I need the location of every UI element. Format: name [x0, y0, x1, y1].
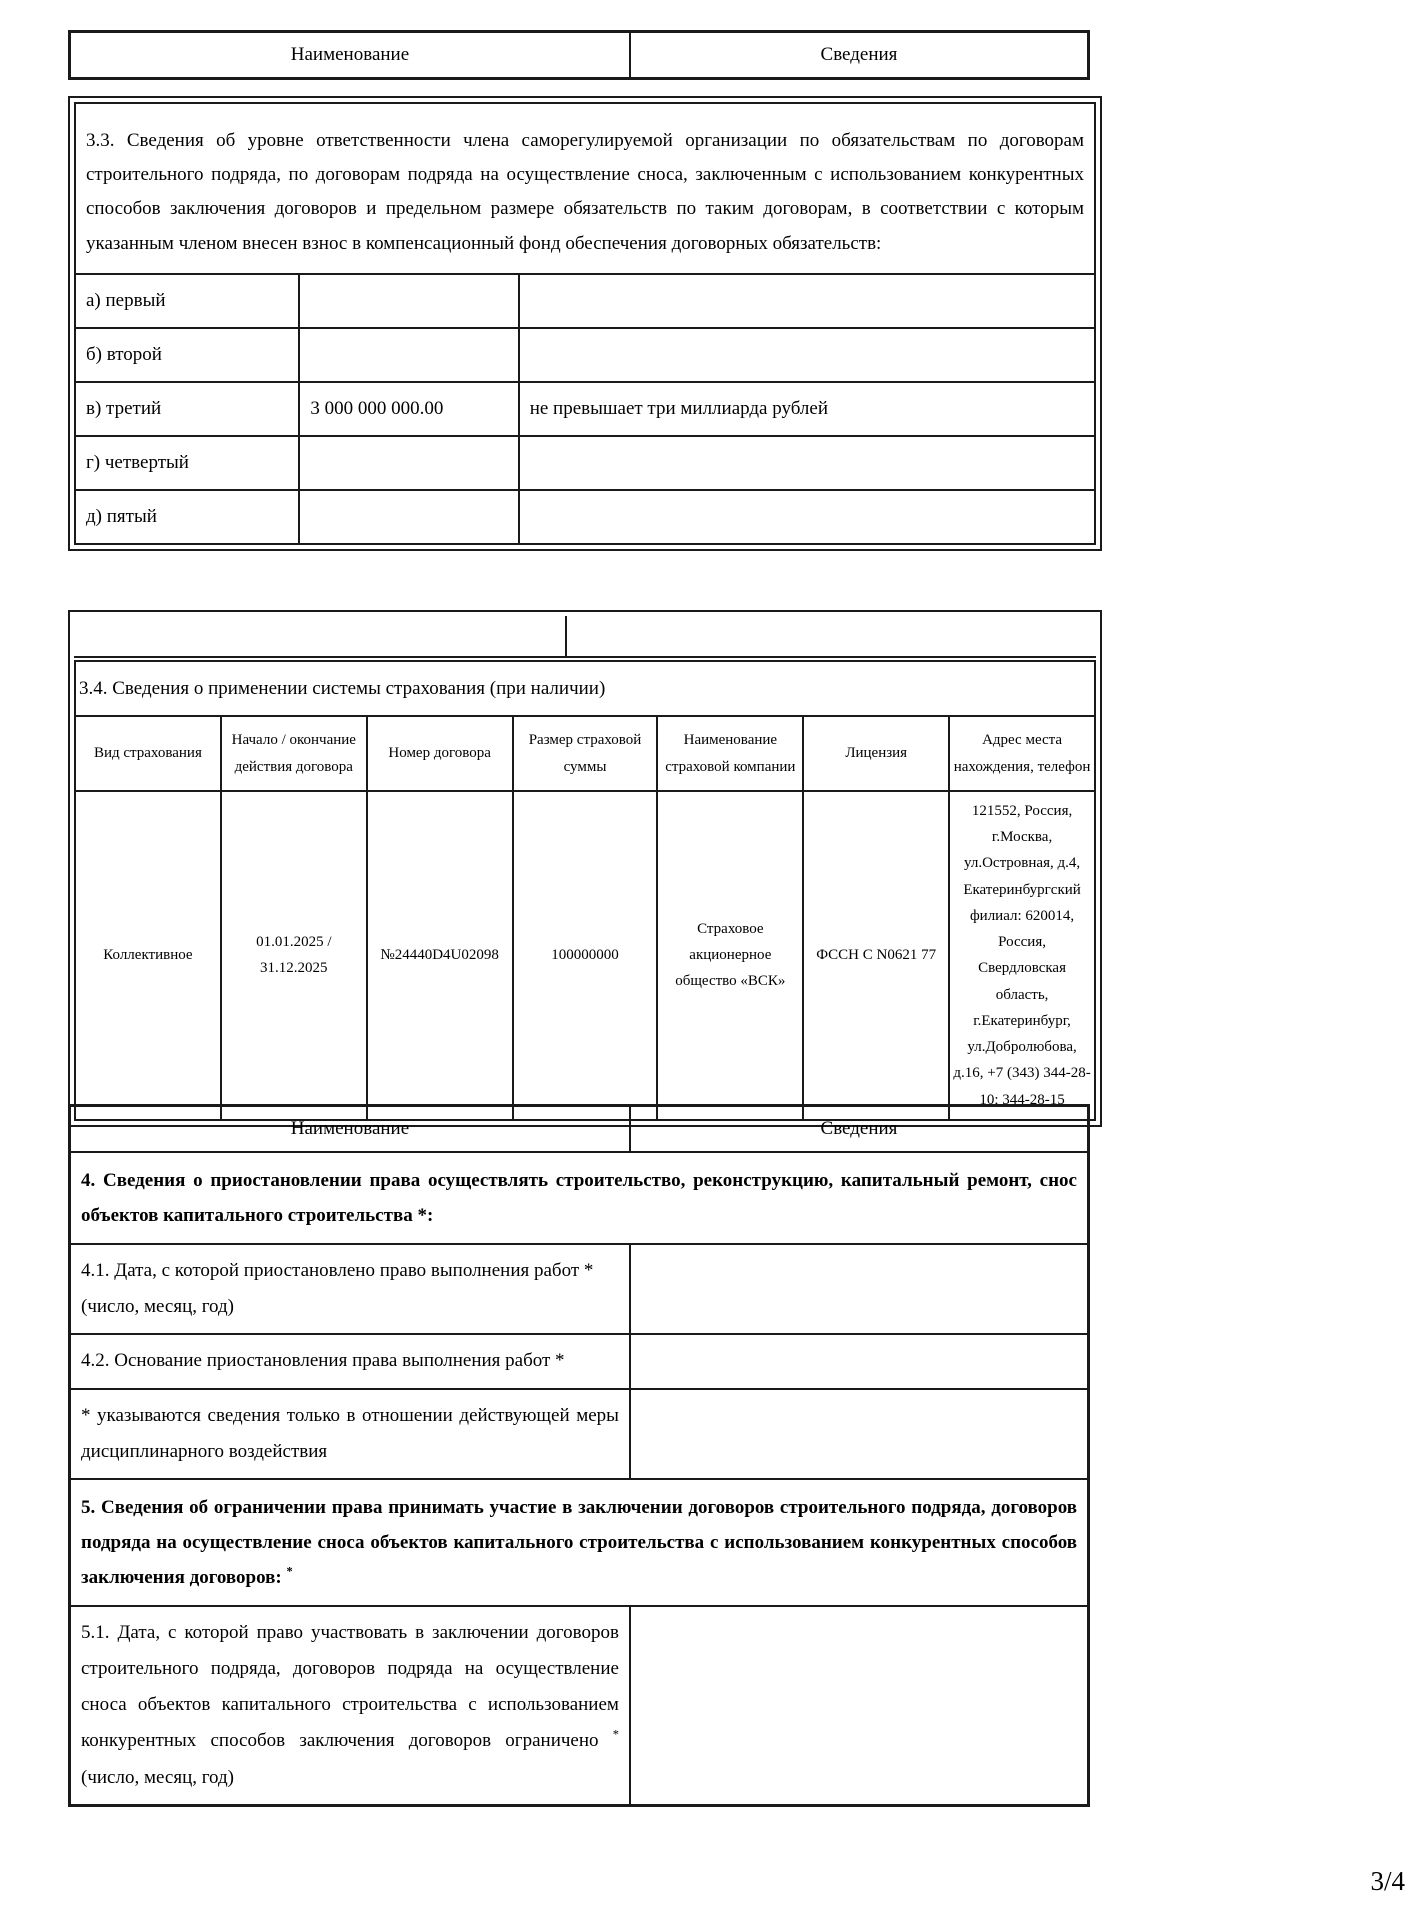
level-value: [299, 274, 518, 328]
header-name-column: Наименование: [70, 1106, 630, 1153]
empty-top-strip: [74, 616, 1096, 658]
level-label: г) четвертый: [75, 436, 299, 490]
section-4-5-table: [68, 1104, 1090, 1807]
col-contract-period: Начало / окончание действия договора: [221, 716, 367, 791]
section-5-title-row: [70, 1479, 1089, 1606]
table-row: [75, 490, 1095, 544]
level-note: не превышает три миллиарда рублей: [519, 382, 1095, 436]
asterisk-superscript: *: [286, 1564, 293, 1579]
header-info-column: Сведения: [630, 32, 1089, 79]
col-license: Лицензия: [803, 716, 949, 791]
section-3-4-title-row: [75, 661, 1095, 716]
table-row: [70, 1389, 1089, 1479]
row-4-1-text: [70, 1244, 630, 1334]
level-label: а) первый: [75, 274, 299, 328]
table-row: [75, 274, 1095, 328]
row-5-1-text: [70, 1606, 630, 1805]
col-contract-number: Номер договора: [367, 716, 513, 791]
table-header-row: [70, 1106, 1089, 1153]
col-insurance-type: Вид страхования: [75, 716, 221, 791]
contract-period-value: 01.01.2025 / 31.12.2025: [221, 791, 367, 1120]
level-label: в) третий: [75, 382, 299, 436]
section-5-title: [70, 1479, 1089, 1606]
level-label: б) второй: [75, 328, 299, 382]
table-row: [75, 328, 1095, 382]
header-info-column: Сведения: [630, 1106, 1089, 1153]
row-4-1-line2: (число, месяц, год): [81, 1296, 235, 1318]
level-note: [519, 490, 1095, 544]
row-5-1-main: 5.1. Дата, с которой право участвовать в заключении договоров строительного подряда, договоров подряда на осуществление сноса объектов капитального строительства с использованием конкурентных способов заключения договоров ограничено: [81, 1622, 619, 1752]
section-5-title-text: 5. Сведения об ограничении права принимать участие в заключении договоров строительного подряда, договоров подряда на осуществление сноса объектов капитального строительства с использованием конкурентных способов заключения договоров:: [81, 1496, 1077, 1589]
section-4-title-row: [70, 1152, 1089, 1244]
address-phone-value: 121552, Россия, г.Москва, ул.Островная, д.4, Екатеринбургский филиал: 620014, Россия, Свердловская область, г.Екатеринбург, ул.Добролюбова, д.16, +7 (343) 344-28-10; 344-28-15: [949, 791, 1095, 1120]
row-5-1-value: [630, 1606, 1089, 1805]
insurance-header-row: [75, 716, 1095, 791]
row-4-2-value: [630, 1334, 1089, 1388]
section-3-3-title: 3.3. Сведения об уровне ответственности члена саморегулируемой организации по обязательствам по договорам строительного подряда, по договорам подряда на осуществление сноса, заключенным с использованием конкурентных способов заключения договоров и предельном размере обязательств по таким договорам, в соответствии с которым указанным членом внесен взнос в компенсационный фонд обеспечения договорных обязательств:: [75, 103, 1095, 274]
row-4-2-text: 4.2. Основание приостановления права выполнения работ *: [70, 1334, 630, 1388]
col-company-name: Наименование страховой компании: [657, 716, 803, 791]
page-number: 3/4: [1370, 1866, 1405, 1896]
section-3-4-table: [68, 610, 1102, 1127]
section-3-3-table: [68, 96, 1102, 551]
row-4-1-value: [630, 1244, 1089, 1334]
level-value: [299, 490, 518, 544]
level-label: д) пятый: [75, 490, 299, 544]
section-4-title: 4. Сведения о приостановлении права осуществлять строительство, реконструкцию, капитальный ремонт, снос объектов капитального строительства *:: [70, 1152, 1089, 1244]
level-note: [519, 274, 1095, 328]
header-table: [68, 30, 1090, 80]
insured-sum-value: 100000000: [513, 791, 658, 1120]
col-insured-sum: Размер страховой суммы: [513, 716, 658, 791]
footnote-value: [630, 1389, 1089, 1479]
level-value: [299, 328, 518, 382]
table-row: [75, 382, 1095, 436]
row-5-1-tail: (число, месяц, год): [81, 1766, 235, 1788]
license-value: ФССН С N0621 77: [803, 791, 949, 1120]
row-4-1-line1: 4.1. Дата, с которой приостановлено право выполнения работ *: [81, 1260, 594, 1282]
insurance-type-value: Коллективное: [75, 791, 221, 1120]
table-header-row: [70, 32, 1089, 79]
table-row: [70, 1244, 1089, 1334]
table-row: [75, 436, 1095, 490]
col-address-phone: Адрес места нахождения, телефон: [949, 716, 1095, 791]
level-note: [519, 436, 1095, 490]
level-value: 3 000 000 000.00: [299, 382, 518, 436]
level-value: [299, 436, 518, 490]
table-row: [70, 1334, 1089, 1388]
section-3-3-title-row: [75, 103, 1095, 274]
asterisk-superscript: *: [612, 1728, 619, 1743]
section-3-4-title: 3.4. Сведения о применении системы страхования (при наличии): [75, 661, 1095, 716]
column-divider: [565, 616, 567, 656]
company-name-value: Страховое акционерное общество «ВСК»: [657, 791, 803, 1120]
level-note: [519, 328, 1095, 382]
header-name-column: Наименование: [70, 32, 630, 79]
insurance-data-row: [75, 791, 1095, 1120]
table-row: [70, 1606, 1089, 1805]
footnote-text: * указываются сведения только в отношении действующей меры дисциплинарного воздействия: [70, 1389, 630, 1479]
contract-number-value: №24440D4U02098: [367, 791, 513, 1120]
